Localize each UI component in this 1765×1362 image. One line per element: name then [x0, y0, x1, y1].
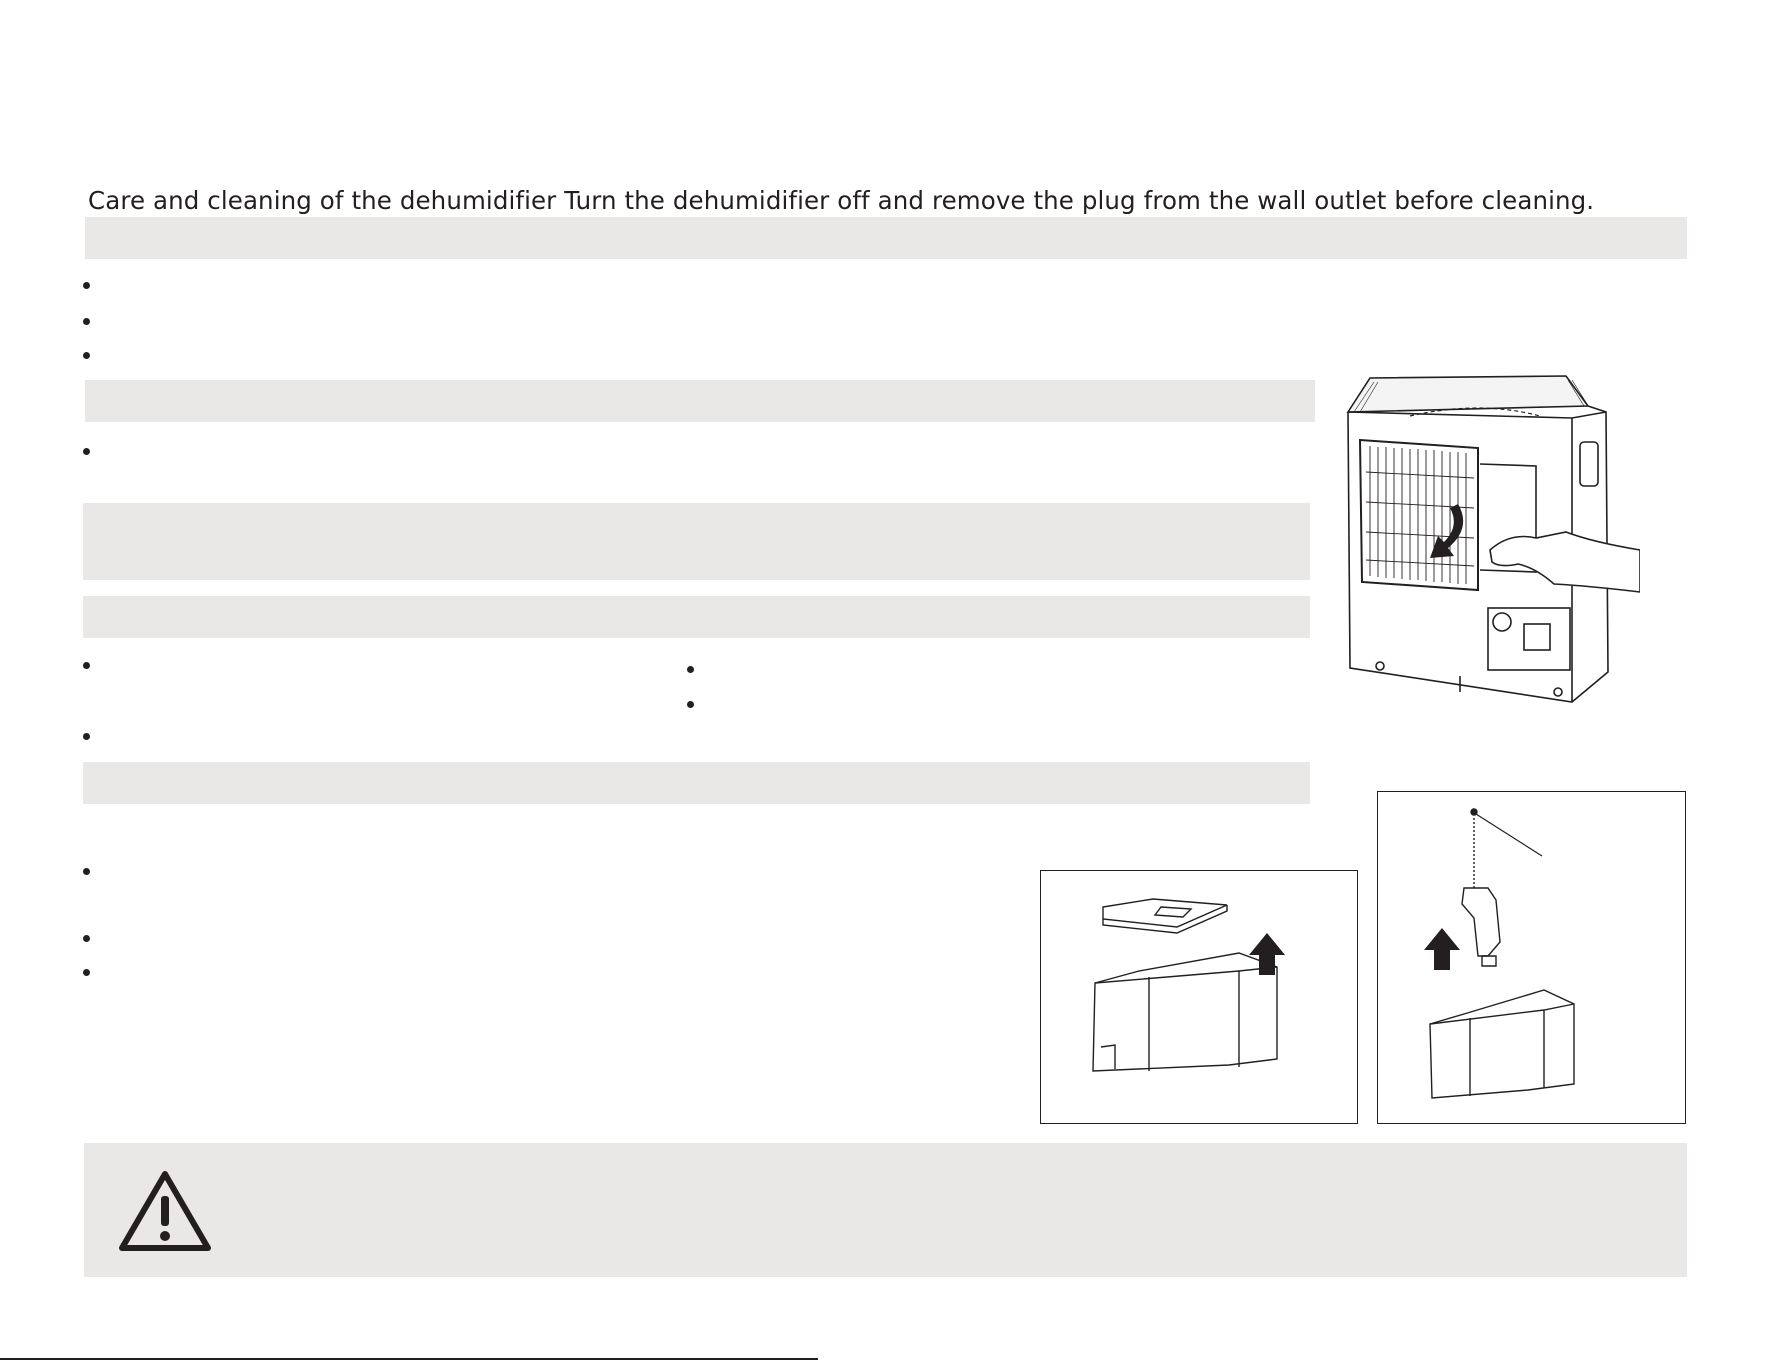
bullet [83, 282, 90, 289]
warning-triangle-icon [116, 1168, 214, 1254]
page-title: Care and cleaning of the dehumidifier Turn the dehumidifier off and remove the plug from the wall outlet before cleaning. [88, 186, 1595, 215]
footer-divider [0, 1358, 818, 1360]
section-header-band [83, 762, 1310, 804]
tank-cover-removal-figure [1040, 870, 1358, 1124]
section-header-band [85, 217, 1687, 259]
dehumidifier-filter-illustration [1340, 372, 1640, 708]
note-band [83, 503, 1310, 580]
bullet [687, 666, 694, 673]
bullet [83, 352, 90, 359]
bullet [687, 701, 694, 708]
bullet [83, 868, 90, 875]
bullet [83, 318, 90, 325]
section-header-band [85, 380, 1315, 422]
bullet [83, 662, 90, 669]
bullet [83, 448, 90, 455]
warning-band [84, 1143, 1687, 1277]
section-header-band [83, 596, 1310, 638]
bullet [83, 969, 90, 976]
up-arrow-icon [1424, 928, 1460, 970]
bullet [83, 935, 90, 942]
float-assembly-removal-figure [1377, 791, 1686, 1124]
bullet [83, 733, 90, 740]
